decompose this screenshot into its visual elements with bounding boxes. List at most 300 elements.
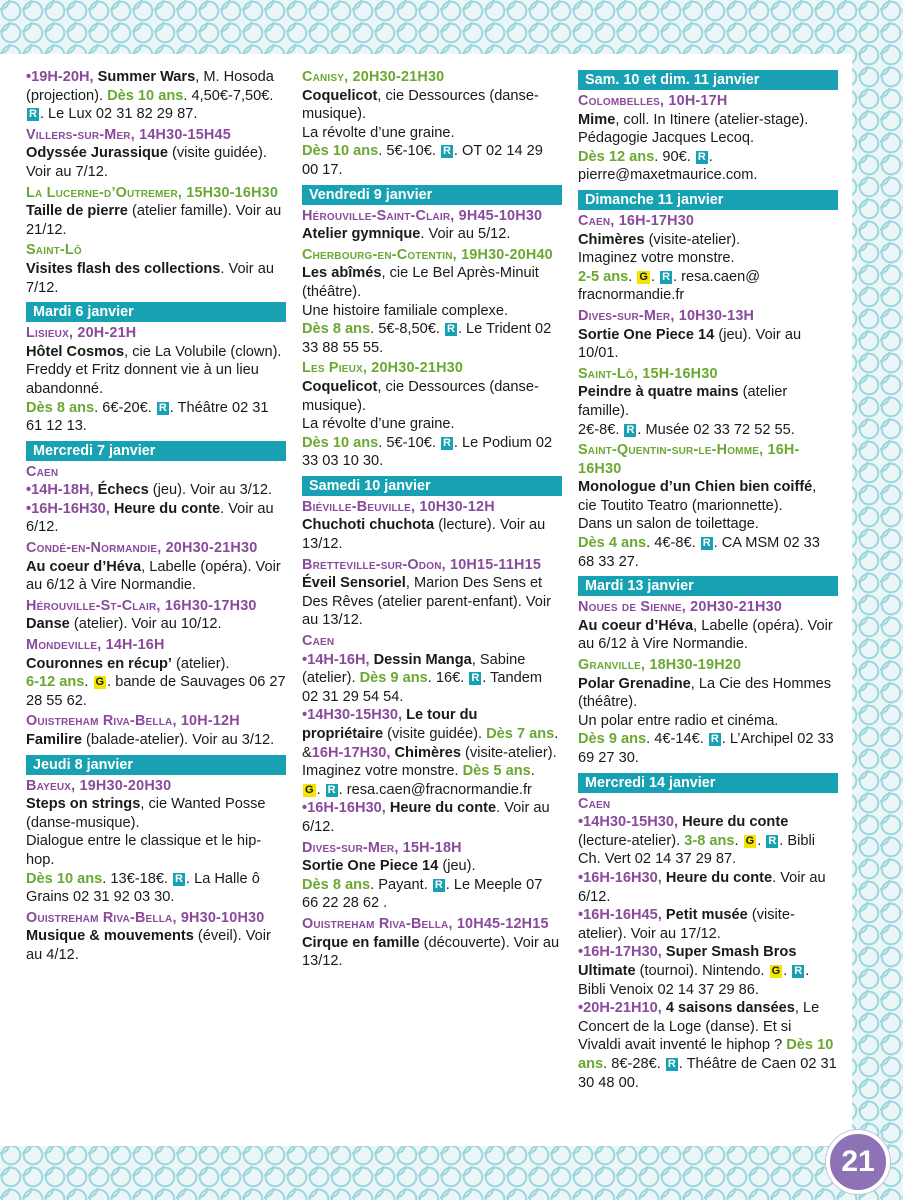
event-title: Atelier gymnique [302,226,421,243]
event-entry [26,597,286,634]
event-text: . Voir au 6/12. [26,500,274,536]
event-time: 16H-17H30, [311,744,395,761]
event-title: Petit musée [665,907,748,924]
event-description-line [302,574,562,630]
event-description-line [578,943,838,999]
event-location: Saint-Quentin-sur-le-Homme, 16H-16H30 [578,442,800,477]
event-description-line [26,399,286,436]
event-location: Saint-Lô, 15H-16H30 [578,365,718,382]
event-text: . Le Podium 02 33 03 10 30. [302,434,553,470]
event-description-line [302,744,562,781]
age-range: 3-8 ans [684,832,735,849]
reservation-tag: R [667,1057,676,1070]
event-text: . [650,268,660,285]
event-description-line [302,142,562,179]
event-text: . Le Trident 02 33 88 55 55. [302,321,552,356]
event-entry [302,246,562,358]
event-title: 4 saisons dansées [665,1000,795,1017]
event-description-line [578,712,838,731]
event-text: . 5€-10€. [378,434,440,451]
event-title: Peindre à quatre mains [578,384,739,401]
event-time: •14H-16H, [302,651,374,668]
event-description-line [578,730,838,767]
event-entry [26,463,286,537]
event-text: , cie La Volubile (clown). [124,343,282,360]
event-text: . Voir au 6/12. [578,869,826,905]
event-text: (visite-atelier). [644,231,741,248]
event-location: Caen [26,463,59,480]
event-title: Monologue d’un Chien bien coiffé [578,479,813,496]
event-text: . [316,781,325,798]
event-text: . [783,962,792,979]
event-entry [302,556,562,630]
event-description-line [26,260,286,297]
event-entry [302,915,562,971]
event-title: Coquelicot [302,87,378,104]
event-entry [578,365,838,439]
event-text: . Théâtre de Caen 02 31 30 48 00. [578,1055,837,1091]
event-description-line [302,651,562,707]
event-entry [578,92,838,185]
event-location: Les Pieux, 20H30-21H30 [302,360,464,377]
event-location: Villers-sur-Mer, 14H30-15H45 [26,126,231,143]
event-title: Éveil Sensoriel [302,575,406,592]
event-entry [26,184,286,240]
event-text: (visite-atelier). Voir au 17/12. [578,907,795,942]
event-description-line [26,673,286,710]
event-location: La Lucerne-d’Outremer, 15H30-16H30 [26,184,279,201]
event-description-line [302,87,562,124]
event-location: Ouistreham Riva-Bella, 10H-12H [26,713,240,730]
event-text: , La Cie des Hommes (théâtre). [578,675,832,711]
event-text: . [734,832,743,849]
event-text: , cie Le Bel Après-Minuit (théâtre). [302,265,539,300]
reservation-tag: R [447,323,455,336]
event-description-line [578,534,838,571]
event-description-line [26,144,286,181]
event-text: (lecture). Voir au 13/12. [302,517,546,553]
date-header: Mercredi 7 janvier [26,441,286,461]
event-text: , cie Toutito Teatro (marionnette). [578,479,817,514]
event-title: Mime [578,111,616,128]
age-range: Dès 10 ans [578,1037,834,1072]
event-location: Caen, 16H-17H30 [578,212,695,229]
event-text: (balade-atelier). Voir au 3/12. [81,732,275,748]
event-title: Au coeur d’Héva [578,617,694,634]
event-text: (jeu). Voir au 3/12. [148,482,273,499]
event-description-line [302,706,562,743]
event-text: . Voir au 7/12. [26,260,274,296]
event-location: Cherbourg-en-Cotentin, 19H30-20H40 [302,246,553,263]
date-header: Dimanche 11 janvier [578,190,838,210]
event-title: Taille de pierre [26,203,128,220]
event-description-line [578,421,838,440]
event-description-line [578,999,838,1092]
reservation-tag: R [327,783,336,796]
event-description-line [302,302,562,321]
event-title: Super Smash Bros Ultimate [578,944,797,979]
date-header: Samedi 10 janvier [302,476,562,496]
event-title: Summer Wars [97,69,196,85]
event-time: •14H30-15H30, [302,707,407,724]
event-text: , Marion Des Sens et Des Rêves (atelier parent-enfant). Voir au 13/12. [302,575,552,629]
event-title: Sortie One Piece 14 [302,858,439,875]
event-text: . Le Lux 02 31 82 29 87. [39,106,198,123]
event-time: •20H-21H10, [578,1000,666,1017]
event-text: 2€-8€. [578,421,624,438]
date-header: Vendredi 9 janvier [302,185,562,205]
event-entry [302,207,562,244]
reservation-tag: R [768,834,777,847]
event-text: (atelier). Voir au 10/12. [69,616,222,633]
date-header: Mardi 13 janvier [578,576,838,596]
event-description-line [26,202,286,239]
event-time: •16H-16H45, [578,907,666,924]
event-location: Bretteville-sur-Odon, 10H15-11H15 [302,556,542,573]
event-entry [26,539,286,595]
event-text: . 6€-20€. [94,399,156,416]
free-tag: G [771,964,781,977]
event-description-line [26,500,286,537]
age-range: Dès 10 ans [302,434,379,451]
event-text: . bande de Sauvages 06 27 28 55 62. [26,674,286,709]
event-description-line [302,264,562,301]
event-description-line [302,857,562,876]
event-description-line [578,515,838,534]
event-title: Au coeur d’Héva [26,558,142,575]
event-title: Danse [26,616,70,633]
event-title: Heure du conte [665,869,773,886]
age-range: 6-12 ans [26,674,85,691]
event-title: Hôtel Cosmos [26,343,125,360]
event-text: . [84,674,93,691]
event-title: Chimères [394,744,461,761]
event-text: . Théâtre 02 31 61 12 13. [26,399,269,435]
event-location: Noues de Sienne, 20H30-21H30 [578,599,782,616]
reservation-tag: R [794,964,803,977]
event-location: Dives-sur-Mer, 10H30-13H [578,307,755,324]
event-text: . resa.caen@fracnormandie.fr [338,781,532,798]
event-text: (découverte). Voir au 13/12. [302,934,560,970]
event-entry [578,212,838,305]
event-entry [26,712,286,749]
event-location: Saint-Lô [26,242,82,259]
event-description-line [26,481,286,500]
reservation-tag: R [662,270,671,283]
event-location: Ouistreham Riva-Bella, 9H30-10H30 [26,909,265,926]
event-description-line [578,906,838,943]
event-text: . CA MSM 02 33 68 33 27. [578,535,820,570]
event-text: , Labelle (opéra). Voir au 6/12 à Vire Normandie. [26,558,281,594]
event-title: Coquelicot [302,378,378,395]
event-text: (lecture-atelier). [578,832,685,849]
event-text: . 4€-8€. [646,535,700,552]
event-description-line [26,795,286,832]
event-description-line [26,615,286,634]
event-text: . Musée 02 33 72 52 55. [637,421,795,438]
reservation-tag: R [697,150,706,163]
event-text: . 16€. [427,670,469,687]
free-tag: G [95,676,105,689]
event-text: Freddy et Fritz donnent vie à un lieu abandonné. [26,362,259,397]
event-text: . Bibli Ch. Vert 02 14 37 29 87. [578,832,815,868]
event-text: (visite guidée). [383,726,487,742]
event-description-line [578,869,838,906]
event-text: . pierre@maxetmaurice.com. [578,148,758,184]
event-description-line [578,813,838,869]
event-description-line [302,225,562,244]
event-description-line [26,731,286,750]
event-text: Un polar entre radio et cinéma. [578,712,779,729]
reservation-tag: R [29,108,37,121]
event-description-line [578,268,838,305]
age-range: Dès 12 ans [578,148,655,165]
event-text: (jeu). [438,858,476,875]
event-title: Familire [26,732,82,748]
event-entry [302,359,562,471]
event-description-line [578,249,838,268]
event-description-line [26,832,286,869]
age-range: 2-5 ans [578,268,629,285]
agenda-column-3 [578,68,838,1094]
date-header: Mardi 6 janvier [26,302,286,322]
event-text: . [530,763,535,780]
event-entry [578,598,838,654]
event-location: Colombelles, 10H-17H [578,93,728,109]
event-entry [302,839,562,913]
event-text: . La Halle ô Grains 02 31 92 03 30. [26,870,260,906]
event-description-line [26,558,286,595]
event-text: . [628,268,637,285]
event-location: Hérouville-Saint-Clair, 9H45-10H30 [302,207,543,224]
event-entry [302,498,562,554]
event-text: . Payant. [370,876,432,893]
event-entry [26,68,286,124]
event-text: (atelier famille). Voir au 21/12. [26,203,282,238]
event-location: Caen [578,795,611,812]
event-description-line [302,124,562,143]
event-text: . Tandem 02 31 29 54 54. [302,670,543,705]
event-description-line [302,434,562,471]
age-range: Dès 10 ans [26,870,103,887]
agenda-column-1 [26,68,286,967]
event-text: , cie Dessources (danse-musique). [302,378,539,414]
reservation-tag: R [702,537,711,550]
event-location: Mondeville, 14H-16H [26,637,165,654]
event-text: . L’Archipel 02 33 69 27 30. [578,731,834,766]
event-description-line [578,675,838,712]
free-tag: G [745,834,755,847]
event-description-line [302,378,562,415]
event-description-line [578,148,838,185]
event-text: . Le Meeple 07 66 22 28 62 . [302,876,543,912]
agenda-column-2 [302,68,562,973]
event-description-line [26,870,286,907]
event-location: Biéville-Beuville, 10H30-12H [302,498,495,515]
event-location: Caen [302,633,335,650]
event-title: Musique & mouvements [26,928,194,945]
event-entry [578,307,838,363]
age-range: Dès 9 ans [359,670,428,687]
event-location: Bayeux, 19H30-20H30 [26,777,172,794]
event-title: Cirque en famille [302,934,420,951]
event-title: Visites flash des collections [26,260,221,277]
age-range: Dès 8 ans [302,321,371,338]
event-description-line [302,320,562,357]
event-time: •14H30-15H30, [578,814,683,831]
date-header: Mercredi 14 janvier [578,773,838,793]
event-description-line [578,383,838,420]
event-text: (visite guidée). Voir au 7/12. [26,145,267,180]
event-description-line [26,927,286,964]
event-description-line [578,231,838,250]
event-time: •14H-18H, [26,482,98,499]
event-description-line [26,655,286,674]
age-range: Dès 9 ans [578,731,647,748]
age-range: Dès 5 ans [462,763,531,780]
event-time: •16H-16H30, [302,800,390,817]
event-entry [302,68,562,180]
event-description-line [302,516,562,553]
event-location: Ouistreham Riva-Bella, 10H45-12H15 [302,915,549,932]
event-text: Une histoire familiale complexe. [302,302,509,319]
event-entry [26,126,286,182]
event-text: (jeu). Voir au 10/01. [578,326,802,362]
event-description-line [26,68,286,124]
event-text: (tournoi). Nintendo. [635,962,769,979]
event-text: & [302,744,312,761]
event-description-line [26,343,286,362]
age-range: Dès 4 ans [578,535,647,552]
event-text: , Labelle (opéra). Voir au 6/12 à Vire Normandie. [578,617,833,653]
page-number-badge: 21 [826,1130,890,1194]
event-text: . [757,832,766,849]
event-location: Condé-en-Normandie, 20H30-21H30 [26,540,258,557]
reservation-tag: R [434,878,443,891]
event-text: (éveil). Voir au 4/12. [26,928,271,963]
event-description-line [26,361,286,398]
event-time: •16H-16H30, [26,500,114,517]
event-entry [26,324,286,436]
date-header: Jeudi 8 janvier [26,755,286,775]
event-text: (atelier). [171,655,230,672]
event-text: (atelier famille). [578,384,788,419]
event-title: Heure du conte [389,800,497,817]
event-title: Chuchoti chuchota [302,517,435,534]
age-range: Dès 10 ans [302,143,379,160]
free-tag: G [639,270,648,283]
event-text: Imaginez votre monstre. [578,250,735,267]
event-text: , coll. In Itinere (atelier-stage). Pédagogie Jacques Lecoq. [578,111,809,147]
age-range: Dès 10 ans [107,87,184,104]
event-entry [26,241,286,297]
event-description-line [578,617,838,654]
event-text: . 8€-28€. [603,1055,665,1072]
event-text: . Bibli Venoix 02 14 37 29 86. [578,962,810,998]
event-text: . 5€-10€. [378,143,440,160]
event-text: Dialogue entre le classique et le hip-hop. [26,833,262,868]
event-text: . OT 02 14 29 00 17. [302,143,543,178]
event-time: •16H-17H30, [578,944,666,961]
event-description-line [302,876,562,913]
event-text: . [554,726,559,742]
event-description-line [578,111,838,148]
event-location: Canisy, 20H30-21H30 [302,69,445,85]
age-range: Dès 7 ans [486,726,555,742]
event-description-line [302,799,562,836]
event-text: , cie Wanted Posse (danse-musique). [26,796,266,831]
event-location: Dives-sur-Mer, 15H-18H [302,839,462,856]
event-title: Polar Grenadine [578,675,691,692]
event-text: , M. Hosoda (projection). [26,69,274,104]
event-entry [26,909,286,965]
reservation-tag: R [442,436,451,449]
event-description-line [302,781,562,800]
event-text: . resa.caen@ fracnormandie.fr [578,268,761,304]
event-text: La révolte d’une graine. [302,416,455,433]
event-title: Dessin Manga [373,651,472,668]
event-entry [26,777,286,907]
event-entry [26,636,286,710]
reservation-tag: R [158,401,167,414]
reservation-tag: R [175,872,183,885]
event-entry [578,656,838,768]
event-text: (visite-atelier). Imaginez votre monstre. [302,744,557,780]
event-text: La révolte d’une graine. [302,124,455,141]
free-tag: G [305,783,314,796]
event-title: Heure du conte [682,814,789,831]
event-text: . 4€-14€. [646,731,708,748]
age-range: Dès 8 ans [302,876,371,893]
event-description-line [302,934,562,971]
event-location: Granville, 18H30-19H20 [578,657,742,674]
event-text: . 5€-8,50€. [370,321,444,338]
event-description-line [578,326,838,363]
reservation-tag: R [710,733,719,746]
event-title: Échecs [97,482,149,499]
event-text: . Voir au 5/12. [420,226,511,243]
event-description-line [302,415,562,434]
date-header: Sam. 10 et dim. 11 janvier [578,70,838,90]
reservation-tag: R [471,672,480,685]
event-location: Hérouville-St-Clair, 16H30-17H30 [26,597,257,614]
event-entry [578,441,838,571]
event-title: Les abîmés [302,265,382,282]
event-description-line [578,478,838,515]
event-title: Couronnes en récup’ [26,655,172,672]
event-title: Sortie One Piece 14 [578,326,715,343]
event-title: Heure du conte [113,500,221,517]
event-time: •16H-16H30, [578,869,666,886]
event-time: •19H-20H, [26,69,98,85]
reservation-tag: R [626,423,635,436]
event-text: . 4,50€-7,50€. [183,87,274,104]
event-location: Lisieux, 20H-21H [26,325,137,342]
event-entry [578,795,838,1093]
event-text: . Voir au 6/12. [302,800,550,835]
event-text: . 13€-18€. [102,870,173,887]
event-entry [302,632,562,837]
event-text: . 90€. [654,148,695,165]
event-title: Le tour du propriétaire [302,707,478,742]
event-title: Odyssée Jurassique [26,145,168,162]
event-text: , Le Concert de la Loge (danse). Et si Vivaldi avait inventé le hiphop ? [578,1000,820,1054]
event-text: Dans un salon de toilettage. [578,516,759,533]
event-text: , cie Dessources (danse-musique). [302,87,539,123]
age-range: Dès 8 ans [26,399,95,416]
event-title: Chimères [578,231,645,248]
reservation-tag: R [442,145,451,158]
